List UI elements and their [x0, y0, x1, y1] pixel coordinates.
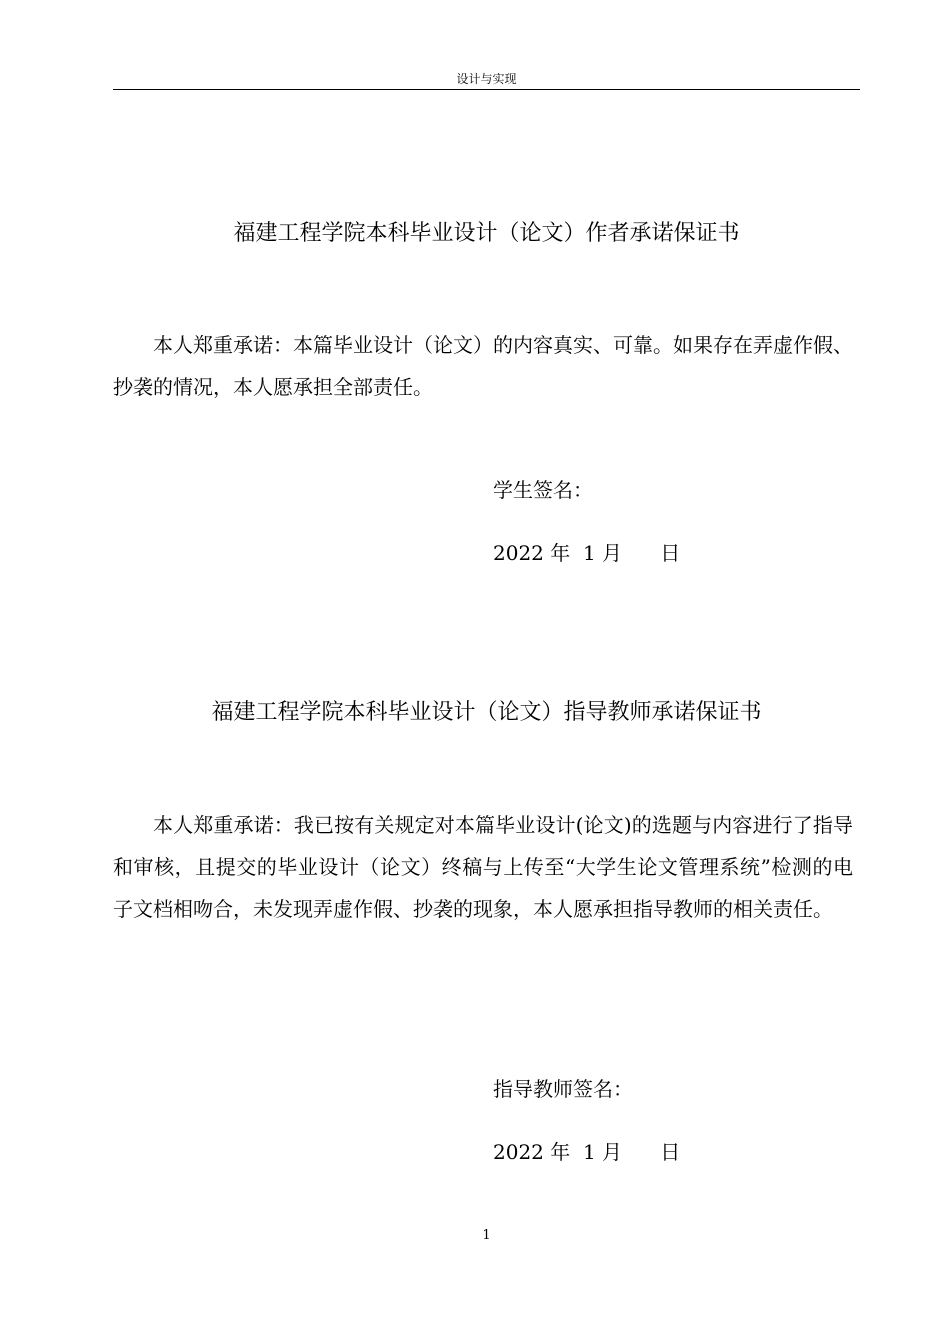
author-pledge-title: 福建工程学院本科毕业设计（论文）作者承诺保证书 — [233, 221, 740, 246]
advisor-pledge-text: 本人郑重承诺：我已按有关规定对本篇毕业设计(论文)的选题与内容进行了指导和审核，且提交的毕业设计（论文）终稿与上传至“大学生论文管理系统”检测的电子文档相吻合，未发现弄虚作假、抄袭的现象，本人愿承担指导教师的相关责任。 — [113, 813, 853, 921]
running-header: 设计与实现 — [456, 72, 517, 86]
advisor-pledge-title: 福建工程学院本科毕业设计（论文）指导教师承诺保证书 — [211, 700, 762, 725]
advisor-signature-label: 指导教师签名： — [493, 1077, 633, 1101]
advisor-signature-date: 2022 年 1 月 日 — [493, 1140, 681, 1164]
author-pledge-text: 本人郑重承诺：本篇毕业设计（论文）的内容真实、可靠。如果存在弄虚作假、抄袭的情况，本人愿承担全部责任。 — [113, 333, 853, 399]
header-rule — [113, 89, 860, 90]
student-signature-date: 2022 年 1 月 日 — [493, 541, 681, 565]
page-number: 1 — [482, 1228, 491, 1243]
student-signature-label: 学生签名： — [493, 478, 593, 502]
